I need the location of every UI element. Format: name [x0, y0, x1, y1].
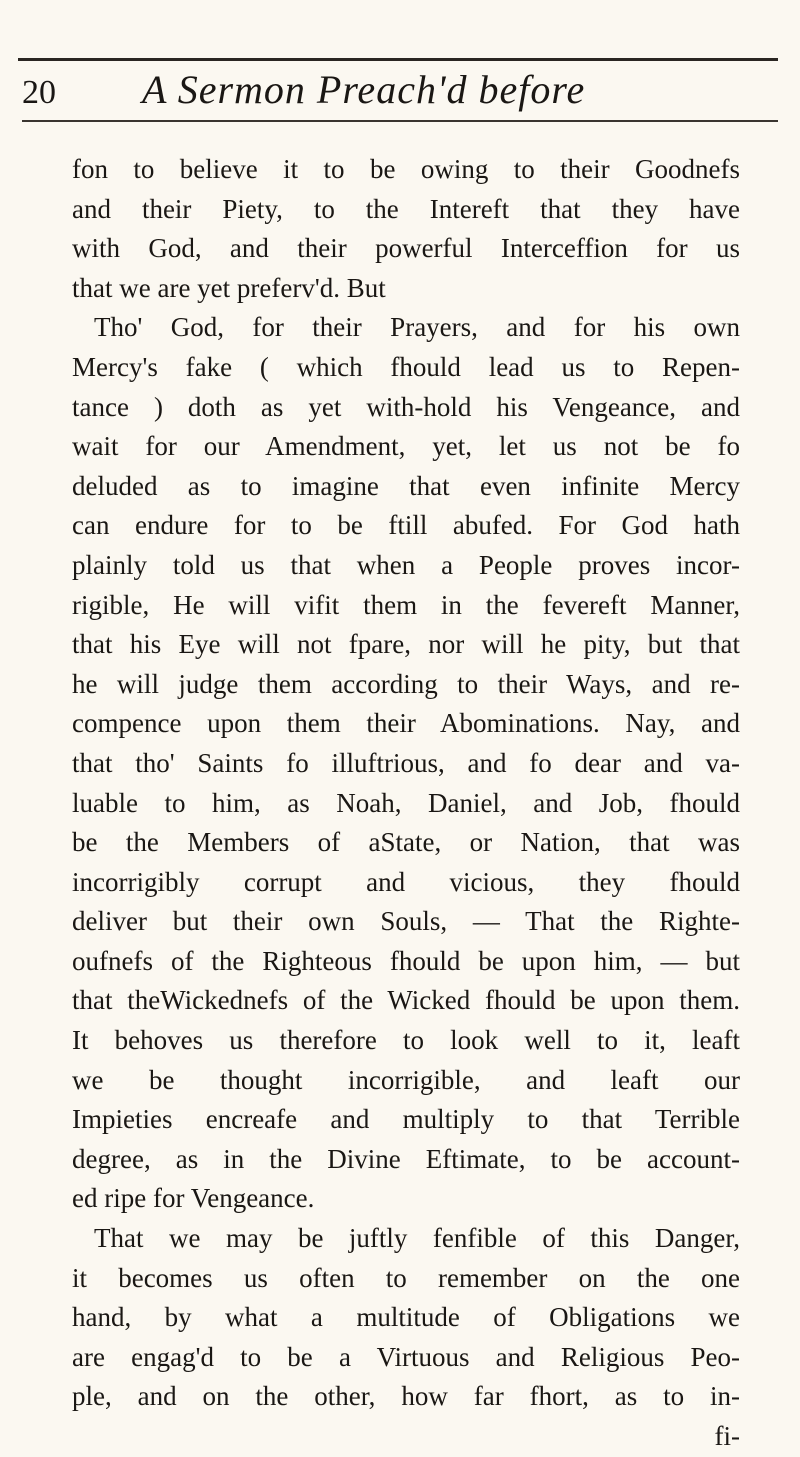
- text-line: can endure for to be ftill abufed. For God hath: [72, 510, 740, 541]
- text-line: deliver but their own Souls, — That the Righte-: [72, 906, 740, 937]
- text-line: rigible, He will vifit them in the fevereft Manner,: [72, 589, 740, 620]
- page-header: [22, 66, 778, 114]
- text-line: luable to him, as Noah, Daniel, and Job, fhould: [72, 787, 740, 818]
- text-line: that we are yet preferv'd. But: [72, 272, 386, 303]
- text-line: compence upon them their Abominations. Nay, and: [72, 708, 740, 739]
- text-line: he will judge them according to their Ways, and re-: [72, 668, 740, 699]
- text-line: that his Eye will not fpare, nor will he pity, but that: [72, 629, 740, 660]
- text-line: be the Members of aState, or Nation, that was: [72, 827, 740, 858]
- text-line: that tho' Saints fo illuftrious, and fo dear and va-: [72, 747, 740, 778]
- text-line: oufnefs of the Righteous fhould be upon him, — but: [72, 945, 740, 976]
- page-number: 20: [22, 74, 56, 111]
- catchword: fi-: [714, 1421, 740, 1451]
- text-line: are engag'd to be a Virtuous and Religious Peo-: [72, 1341, 740, 1372]
- text-line: and their Piety, to the Intereft that they have: [72, 193, 740, 224]
- text-line: that theWickednefs of the Wicked fhould be upon them.: [72, 985, 740, 1016]
- text-line: deluded as to imagine that even infinite Mercy: [72, 470, 740, 501]
- text-line: Impieties encreafe and multiply to that Terrible: [72, 1104, 740, 1135]
- text-line: wait for our Amendment, yet, let us not be fo: [72, 431, 740, 462]
- text-line: tance ) doth as yet with-hold his Vengeance, and: [72, 391, 740, 422]
- text-line: ple, and on the other, how far fhort, as to in-: [72, 1381, 740, 1412]
- text-line: fon to believe it to be owing to their Goodnefs: [72, 154, 740, 184]
- text-line: degree, as in the Divine Eftimate, to be account-: [72, 1143, 740, 1174]
- top-border-rule: [18, 58, 778, 61]
- text-line: we be thought incorrigible, and leaft our: [72, 1064, 740, 1095]
- text-line: incorrigibly corrupt and vicious, they fhould: [72, 866, 740, 897]
- text-line: ed ripe for Vengeance.: [72, 1183, 315, 1214]
- running-title: A Sermon Preach'd before: [142, 67, 586, 112]
- text-line: That we may be juftly fenfible of this Danger,: [94, 1223, 740, 1254]
- text-line: Mercy's fake ( which fhould lead us to Repen-: [72, 351, 740, 382]
- text-line: Tho' God, for their Prayers, and for his own: [94, 312, 740, 343]
- header-rule: [22, 120, 778, 122]
- text-line: with God, and their powerful Interceffion for us: [72, 233, 740, 264]
- text-line: plainly told us that when a People proves incor-: [72, 549, 740, 580]
- text-line: hand, by what a multitude of Obligations we: [72, 1302, 740, 1333]
- text-line: it becomes us often to remember on the one: [72, 1262, 740, 1293]
- text-line: It behoves us therefore to look well to it, leaft: [72, 1025, 740, 1056]
- body-text: [72, 150, 740, 1457]
